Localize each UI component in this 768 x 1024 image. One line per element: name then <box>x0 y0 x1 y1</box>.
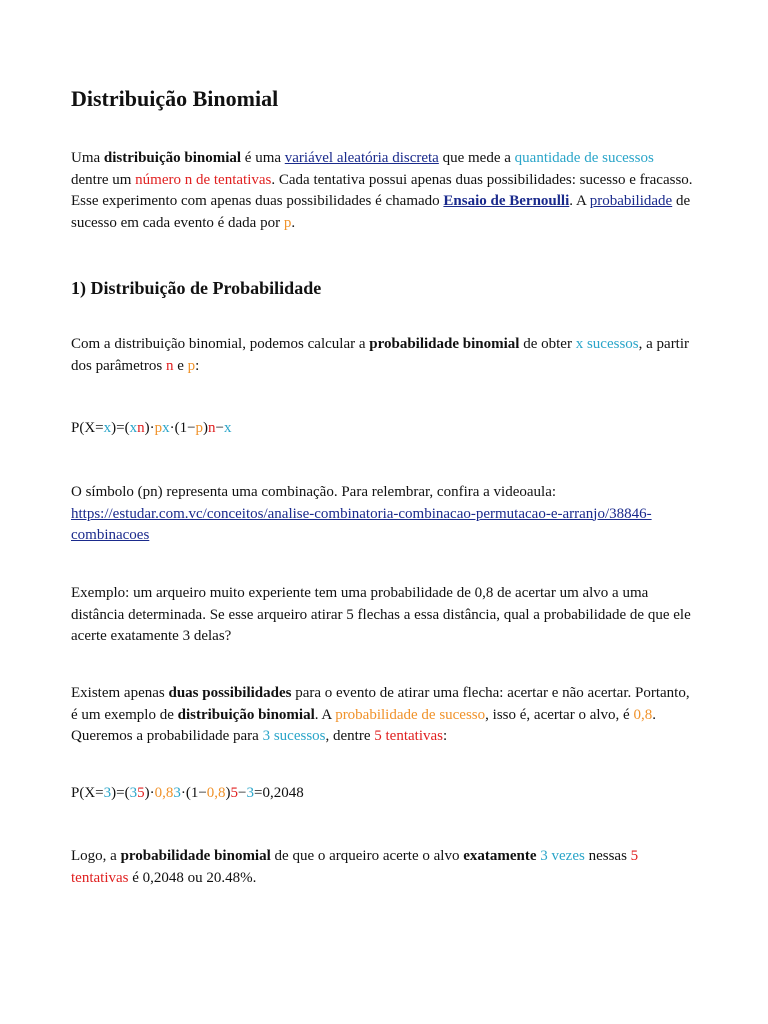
highlight-n: n <box>165 357 174 374</box>
text: de que o arqueiro acerte o alvo <box>270 848 464 864</box>
paragraph-conclusao <box>71 846 701 889</box>
bold-term: distribuição binomial <box>177 706 315 723</box>
paragraph-combinacao <box>71 482 701 547</box>
text: é um exemplo de <box>71 706 178 723</box>
link-videoaula[interactable]: https://estudar.com.vc/conceitos/analise-combinatoria-combinacao-permutacao-e-arranjo/38846- <box>71 505 652 522</box>
binomial-formula <box>71 420 232 437</box>
text: é 0,2048 ou 20.48%. <box>128 869 257 886</box>
highlight-tentativas: tentativas <box>71 869 129 886</box>
highlight-tentativas: número n de tentativas <box>135 171 272 188</box>
formula-x: 3 <box>173 785 181 801</box>
text: dos parâmetros <box>71 357 166 374</box>
bold-term: probabilidade binomial <box>369 336 520 352</box>
formula-n: 5 <box>137 785 145 801</box>
formula-x: x <box>224 420 232 436</box>
highlight-probabilidade-sucesso: probabilidade de sucesso <box>335 706 486 723</box>
text: Com a distribuição binomial, podemos calcular a <box>71 336 370 352</box>
text: , dentre <box>325 728 375 744</box>
formula-text: − <box>238 785 247 801</box>
text: . A <box>569 193 590 209</box>
text: , isso é, acertar o alvo, é <box>485 706 634 723</box>
page-title: Distribuição Binomial <box>71 86 279 111</box>
text: e <box>173 357 188 374</box>
formula-p: p <box>195 420 204 436</box>
formula-x: 3 <box>129 785 138 801</box>
link-ensaio-bernoulli[interactable]: Ensaio de Bernoulli <box>443 193 570 209</box>
highlight-5: 5 <box>630 848 639 864</box>
formula-text: )=( <box>111 785 130 801</box>
highlight-3-sucessos: 3 sucessos <box>262 728 326 744</box>
formula-x: 3 <box>103 785 112 801</box>
formula-p: 0,8 <box>206 785 226 801</box>
text: Exemplo: um arqueiro muito experiente tem uma probabilidade de 0,8 de acertar um alvo a uma <box>71 585 649 601</box>
text: Logo, a <box>71 848 121 864</box>
formula-text: )· <box>144 420 155 436</box>
formula-result: =0,2048 <box>254 785 304 801</box>
formula-x: 3 <box>246 785 255 801</box>
link-probabilidade[interactable]: probabilidade <box>589 193 673 209</box>
formula-p: p <box>154 420 163 436</box>
bold-term: exatamente <box>463 848 537 864</box>
text: Queremos a probabilidade para <box>71 728 263 744</box>
text: . <box>291 214 296 231</box>
bold-term: probabilidade binomial <box>120 848 271 864</box>
text: para o evento de atirar uma flecha: acertar e não acertar. Portanto, <box>291 685 690 701</box>
formula-x: x <box>129 420 138 436</box>
formula-text: ·(1− <box>169 420 196 436</box>
text: Uma <box>71 150 104 166</box>
link-videoaula-continued[interactable]: combinacoes <box>71 527 150 543</box>
formula-text: ·(1− <box>180 785 207 801</box>
formula-text: P(X= <box>71 420 104 436</box>
formula-n: n <box>137 420 145 436</box>
intro-paragraph <box>71 148 701 234</box>
text: . <box>652 706 656 723</box>
paragraph-probabilidade <box>71 334 701 377</box>
text: acerte exatamente 3 delas? <box>71 628 232 644</box>
text: sucesso em cada evento é dada por <box>71 214 284 231</box>
text: é uma <box>241 150 285 166</box>
formula-text: ) <box>203 420 209 436</box>
paragraph-solucao <box>71 683 701 748</box>
formula-n: 5 <box>230 785 239 801</box>
formula-x: x <box>103 420 112 436</box>
text: . Cada tentativa possui apenas duas possibilidades: sucesso e fracasso. <box>271 171 693 188</box>
formula-text: )· <box>144 785 155 801</box>
bold-term: duas possibilidades <box>168 685 292 701</box>
bold-term: distribuição binomial <box>103 150 242 166</box>
text: Esse experimento com apenas duas possibilidades é chamado <box>71 193 444 209</box>
formula-n: n <box>208 420 216 436</box>
text: de obter <box>519 336 576 352</box>
highlight-p: p <box>283 214 292 231</box>
highlight-0-8: 0,8 <box>633 706 653 723</box>
section-heading: 1) Distribuição de Probabilidade <box>71 278 322 298</box>
text: de <box>672 193 691 209</box>
link-variavel-aleatoria[interactable]: variável aleatória discreta <box>284 150 439 166</box>
text: , a partir <box>638 336 690 352</box>
highlight-3-vezes: 3 vezes <box>540 848 585 864</box>
text: dentre um <box>71 171 136 188</box>
text: . A <box>314 706 336 723</box>
formula-text: − <box>215 420 225 436</box>
text: que mede a <box>438 150 515 166</box>
formula-x: x <box>162 420 170 436</box>
text: nessas <box>584 848 631 864</box>
formula-text: )=( <box>111 420 130 436</box>
formula-p: 0,8 <box>154 785 174 801</box>
text: : <box>195 357 200 374</box>
text: Existem apenas <box>71 685 169 701</box>
highlight-x-sucessos: x sucessos <box>575 336 639 352</box>
text: O símbolo (pn) representa uma combinação. Para relembrar, confira a videoaula: <box>71 484 557 500</box>
text: : <box>442 728 448 744</box>
example-formula <box>71 785 304 802</box>
highlight-5-tentativas: 5 tentativas <box>374 728 443 744</box>
text: distância determinada. Se esse arqueiro atirar 5 flechas a essa distância, qual a probabilidade de que ele <box>71 606 691 623</box>
formula-text: ) <box>225 785 231 801</box>
formula-text: P(X= <box>71 785 104 801</box>
paragraph-exemplo <box>71 583 701 648</box>
highlight-p: p <box>187 357 196 374</box>
highlight-sucessos: quantidade de sucessos <box>514 150 654 166</box>
